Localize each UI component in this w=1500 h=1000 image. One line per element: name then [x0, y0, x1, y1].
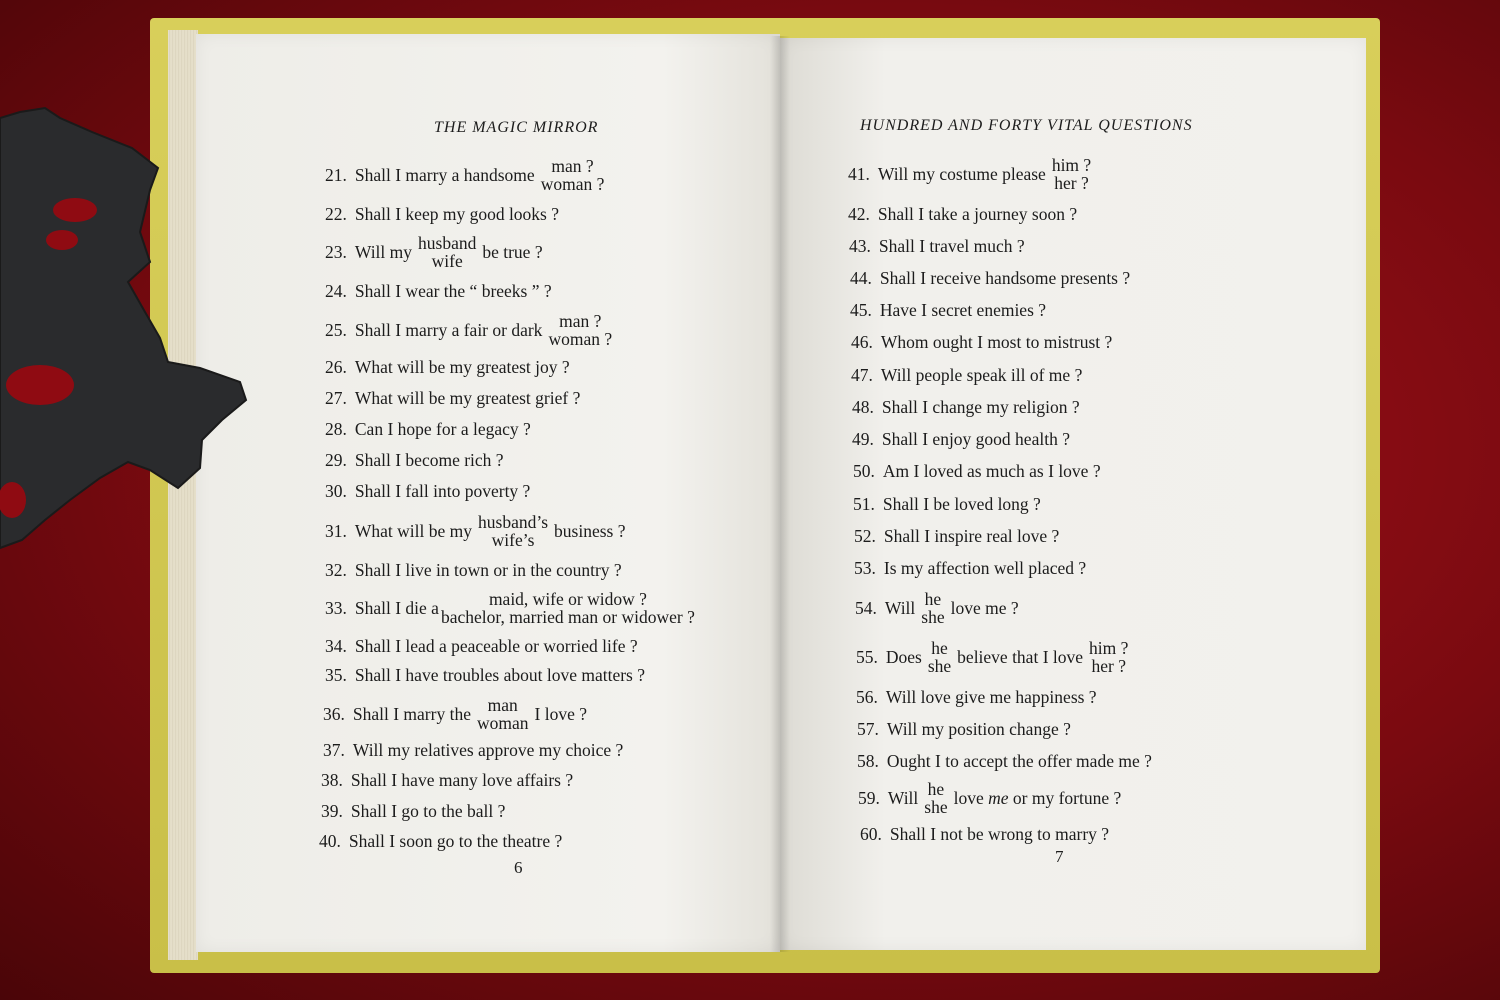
metal-bookmark-clip — [0, 0, 260, 560]
question-53: 53. Is my affection well placed ? — [854, 558, 1087, 578]
question-60: 60. Shall I not be wrong to marry ? — [860, 824, 1110, 844]
question-35: 35. Shall I have troubles about love matters ? — [325, 665, 646, 685]
question-23: 23. Will my husband wife be true ? — [325, 233, 543, 271]
question-30: 30. Shall I fall into poverty ? — [325, 481, 531, 501]
question-number: 21. — [325, 164, 347, 185]
question-58: 58. Ought I to accept the offer made me ? — [857, 751, 1152, 771]
question-41: 41. Will my costume please him ? her ? — [848, 155, 1092, 193]
right-page-number: 7 — [1055, 847, 1064, 866]
question-42: 42. Shall I take a journey soon ? — [848, 204, 1078, 224]
question-57: 57. Will my position change ? — [857, 719, 1071, 739]
question-27: 27. What will be my greatest grief ? — [325, 388, 581, 408]
question-32: 32. Shall I live in town or in the country ? — [325, 560, 622, 580]
question-46: 46. Whom ought I most to mistrust ? — [851, 332, 1113, 352]
question-45: 45. Have I secret enemies ? — [850, 300, 1047, 320]
question-50: 50. Am I loved as much as I love ? — [853, 461, 1101, 481]
question-37: 37. Will my relatives approve my choice ? — [323, 740, 624, 760]
question-51: 51. Shall I be loved long ? — [853, 494, 1041, 514]
question-49: 49. Shall I enjoy good health ? — [852, 429, 1070, 449]
question-26: 26. What will be my greatest joy ? — [325, 357, 570, 377]
question-40: 40. Shall I soon go to the theatre ? — [319, 831, 563, 851]
question-29: 29. Shall I become rich ? — [325, 450, 504, 470]
right-page-header: HUNDRED AND FORTY VITAL QUESTIONS — [860, 117, 1193, 134]
question-43: 43. Shall I travel much ? — [849, 236, 1025, 256]
question-55: 55. Does he she believe that I love him ? her ? — [856, 638, 1129, 676]
question-44: 44. Shall I receive handsome presents ? — [850, 268, 1131, 288]
question-52: 52. Shall I inspire real love ? — [854, 526, 1060, 546]
question-48: 48. Shall I change my religion ? — [852, 397, 1080, 417]
question-22: 22. Shall I keep my good looks ? — [325, 204, 560, 224]
question-47: 47. Will people speak ill of me ? — [851, 365, 1083, 385]
question-56: 56. Will love give me happiness ? — [856, 687, 1097, 707]
question-33: 33. Shall I die a maid, wife or widow ? bachelor, married man or widower ? — [325, 589, 695, 627]
question-31: 31. What will be my husband’s wife’s business ? — [325, 512, 626, 550]
left-page-number: 6 — [514, 858, 523, 877]
question-38: 38. Shall I have many love affairs ? — [321, 770, 574, 790]
left-page-header: THE MAGIC MIRROR — [434, 119, 599, 136]
question-36: 36. Shall I marry the man woman I love ? — [323, 695, 587, 733]
book-gutter — [770, 36, 790, 952]
question-text: Shall I marry a handsome — [354, 164, 535, 185]
question-34: 34. Shall I lead a peaceable or worried life ? — [325, 636, 638, 656]
question-21: 21. Shall I marry a handsome man ? woman ? — [325, 156, 605, 194]
question-39: 39. Shall I go to the ball ? — [321, 801, 506, 821]
question-59: 59. Will he she love me or my fortune ? — [858, 779, 1122, 817]
question-24: 24. Shall I wear the “ breeks ” ? — [325, 281, 552, 301]
question-25: 25. Shall I marry a fair or dark man ? woman ? — [325, 311, 613, 349]
question-28: 28. Can I hope for a legacy ? — [325, 419, 531, 439]
question-54: 54. Will he she love me ? — [855, 589, 1019, 627]
